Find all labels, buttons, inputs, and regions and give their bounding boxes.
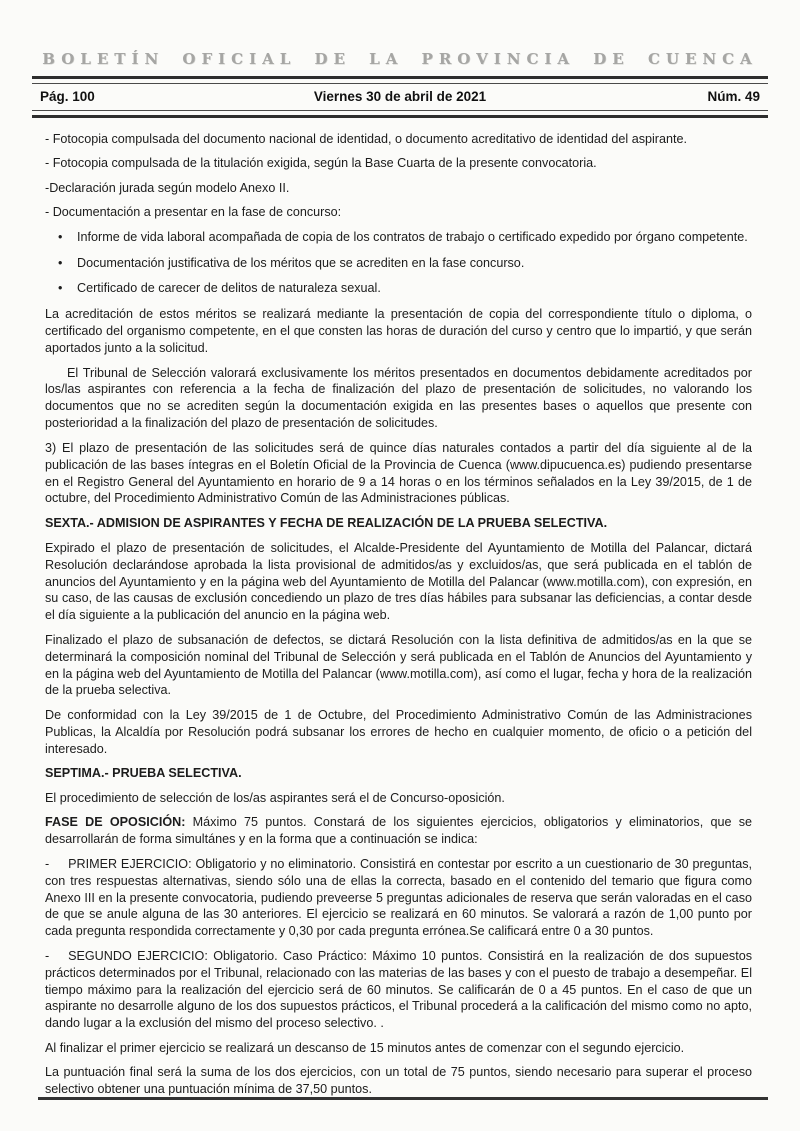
paragraph-documentacion-concurso: - Documentación a presentar en la fase de concurso: (45, 205, 342, 220)
paragraph-primer-ejercicio: - PRIMER EJERCICIO: Obligatorio y no eliminatorio. Consistirá en contestar por escrito a un cuestionario de 30 preguntas, con tres respuestas alternativas, siendo sólo una de ellas la correcta, basado en el contenido del temario que figura como Anexo III en la presente convocatoria, pudiendo preveerse 5 preguntas adicionales de reserva que serán valoradas en el caso de que se anule alguna de las 30 anteriores. El ejercicio se realizará en 60 minutos. Se valorará a razón de 1,00 punto por cada pregunta respondida correctamente y 0,30 por cada pregunta errónea.Se calificará entre 0 a 30 puntos. (45, 856, 752, 939)
paragraph-fase-oposicion (45, 814, 752, 848)
header-row (32, 84, 768, 110)
paragraph-conformidad-ley: De conformidad con la Ley 39/2015 de 1 de Octubre, del Procedimiento Administrativo Común de las Administraciones Publicas, la Alcaldía por Resolución podrá subsanar los errores de hecho en cualquier momento, de oficio o a petición del interesado. (45, 707, 752, 756)
list-item-certificado-delitos (45, 280, 752, 297)
list-item-text: Certificado de carecer de delitos de naturaleza sexual. (77, 281, 381, 296)
paragraph-finalizado-plazo: Finalizado el plazo de subsanación de defectos, se dictará Resolución con la lista definitiva de admitidos/as en la que se determinará la composición nominal del Tribunal de Selección y será publicada en el Tablón de Anuncios del Ayuntamiento y en la página web del Ayuntamiento de Motilla del Palancar (www.motilla.com), así como el lugar, fecha y hora de la realización de la prueba selectiva. (45, 632, 752, 698)
bullet-icon: • (58, 255, 63, 270)
section-heading-sexta: SEXTA.- ADMISION DE ASPIRANTES Y FECHA DE REALIZACIÓN DE LA PRUEBA SELECTIVA. (45, 515, 608, 530)
header-rule-bottom (32, 110, 768, 118)
paragraph-fotocopia-dni: - Fotocopia compulsada del documento nacional de identidad, o documento acreditativo de identidad del aspirante. (45, 132, 688, 146)
list-item-text: Documentación justificativa de los méritos que se acrediten en la fase concurso. (77, 255, 525, 270)
paragraph-procedimiento-seleccion: El procedimiento de selección de los/as aspirantes será el de Concurso-oposición. (45, 791, 505, 805)
fase-oposicion-label: FASE DE OPOSICIÓN: (45, 815, 186, 830)
paragraph-puntuacion-final: La puntuación final será la suma de los dos ejercicios, con un total de 75 puntos, siendo necesario para superar el proceso selectivo obtener una puntuación mínima de 37,50 puntos. (45, 1065, 752, 1097)
paragraph-fotocopia-titulacion: - Fotocopia compulsada de la titulación exigida, según la Base Cuarta de la presente convocatoria. (45, 156, 597, 171)
page-number-label: Pág. 100 (40, 89, 95, 104)
paragraph-descanso: Al finalizar el primer ejercicio se realizará un descanso de 15 minutos antes de comenzar con el segundo ejercicio. (45, 1040, 685, 1055)
bullet-icon: • (58, 229, 63, 244)
list-item-documentacion-justificativa (45, 255, 752, 272)
footer-rule (38, 1097, 768, 1100)
paragraph-plazo-presentacion: 3) El plazo de presentación de las solicitudes será de quince días naturales contados a partir del día siguiente al de la publicación de las bases íntegras en el Boletín Oficial de la Provincia de Cuenca (www.dipucuenca.es) pudiendo presentarse en el Registro General del Ayuntamiento en horario de 9 a 14 horas o en los términos señalados en la Ley 39/2015, de 1 de octubre, del Procedimiento Administrativo Común de las Administraciones públicas. (45, 440, 752, 506)
section-heading-septima: SEPTIMA.- PRUEBA SELECTIVA. (45, 766, 242, 781)
paragraph-acreditacion-meritos: La acreditación de estos méritos se realizará mediante la presentación de copia del correspondiente título o diploma, o certificado del organismo competente, en el que consten las horas de duración del curso y centro que lo impartió, y que serán aportados junto a la solicitud. (45, 307, 752, 356)
fase-oposicion-text: Máximo 75 puntos. Constará de los siguientes ejercicios, obligatorios y eliminatorios, que se desarrollarán de forma simultánes y en la forma que a continuación se indica: (45, 815, 752, 847)
document-body (45, 131, 752, 1098)
bullet-icon: • (58, 281, 63, 296)
issue-number-label: Núm. 49 (707, 89, 760, 104)
header-rule-top (32, 76, 768, 84)
paragraph-tribunal-seleccion: El Tribunal de Selección valorará exclusivamente los méritos presentados en documentos debidamente acreditados por los/las aspirantes con referencia a la fecha de finalización del plazo de presentación de solicitudes, no valorando los documentos que no se acrediten según la documentación exigida en las presentes bases o aquellos que presente con posterioridad a la finalización del plazo de presentación de solicitudes. (45, 365, 752, 431)
page-header (32, 76, 768, 118)
paragraph-segundo-ejercicio: - SEGUNDO EJERCICIO: Obligatorio. Caso Práctico: Máximo 10 puntos. Consistirá en la realización de dos supuestos prácticos determinados por el Tribunal, relacionado con las materias de las bases y con el puesto de trabajo a desempeñar. El tiempo máximo para la realización del ejercicio será de 60 minutos. Se calificarán de 0 a 45 puntos. En el caso de que un aspirante no desarrolle alguno de los dos supuestos prácticos, el Tribunal procederá a la calificación del mismo como no apto, dando lugar a la exclusión del mismo del proceso selectivo. . (45, 948, 752, 1031)
list-item-informe-vida-laboral (45, 229, 752, 246)
header-date: Viernes 30 de abril de 2021 (313, 89, 487, 104)
bulletin-masthead-title: BOLETÍN OFICIAL DE LA PROVINCIA DE CUENCA (42, 50, 758, 68)
list-item-text: Informe de vida laboral acompañada de copia de los contratos de trabajo o certificado expedido por órgano competente. (77, 229, 748, 244)
paragraph-declaracion-jurada: -Declaración jurada según modelo Anexo II. (45, 180, 290, 195)
paragraph-expirado-plazo: Expirado el plazo de presentación de solicitudes, el Alcalde-Presidente del Ayuntamiento de Motilla del Palancar, dictará Resolución declarándose aprobada la lista provisional de admitidos/as y excluidos/as, que será publicada en el tablón de anuncios del Ayuntamiento y en la página web del Ayuntamiento de Motilla del Palancar (www.motilla.com), con expresión, en su caso, de las causas de exclusión concediendo un plazo de tres días hábiles para subsanar las deficiencias, a contar desde el día siguiente a la publicación del anuncio en la página web. (45, 540, 752, 623)
